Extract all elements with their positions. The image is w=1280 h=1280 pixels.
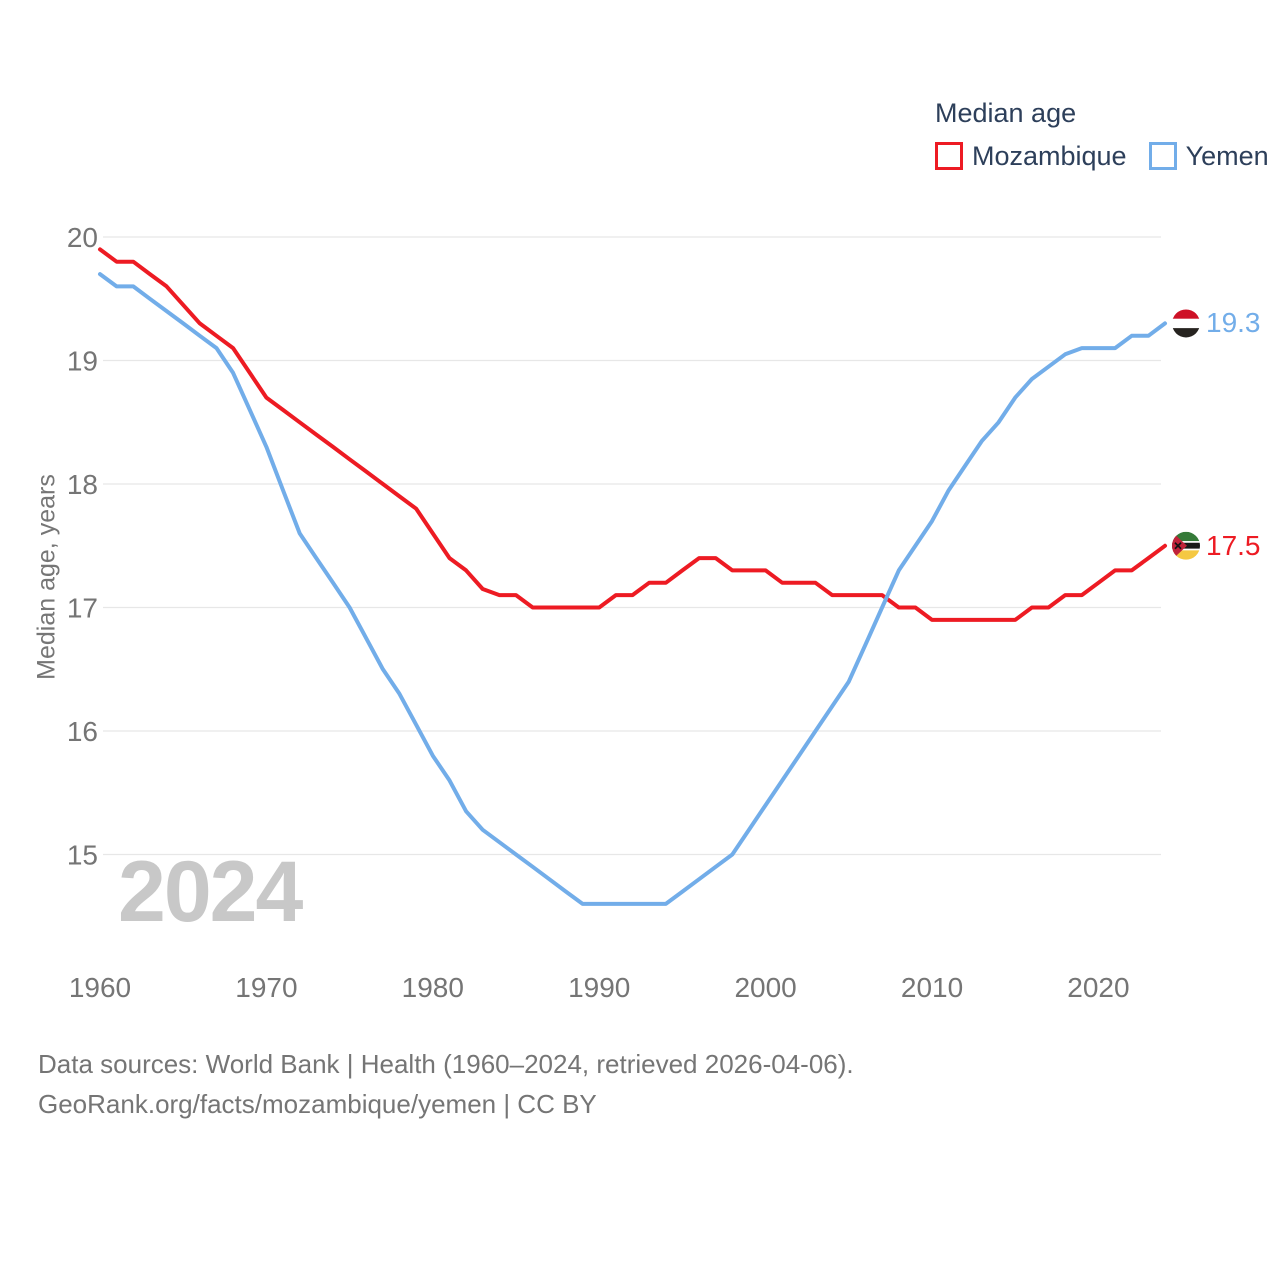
- y-tick-label: 20: [66, 222, 98, 253]
- x-tick-label: 1960: [68, 972, 132, 1003]
- mozambique-swatch-icon: [935, 142, 963, 170]
- y-tick-label: 18: [66, 469, 98, 500]
- legend-label-mozambique: Mozambique: [972, 140, 1127, 171]
- legend-label-yemen: Yemen: [1185, 140, 1269, 171]
- legend: [935, 140, 1280, 172]
- yemen-end-value: 19.3: [1206, 307, 1261, 339]
- footer-attribution: GeoRank.org/facts/mozambique/yemen | CC BY: [38, 1089, 597, 1119]
- x-tick-label: 1980: [401, 972, 464, 1003]
- x-tick-label: 2020: [1067, 972, 1130, 1003]
- y-tick-label: 16: [66, 716, 98, 747]
- x-tick-label: 1970: [235, 972, 298, 1003]
- y-tick-label: 17: [66, 592, 98, 624]
- y-axis-title: Median age, years: [32, 474, 61, 680]
- mozambique-flag-icon: [1172, 532, 1200, 560]
- y-tick-label: 19: [66, 345, 98, 377]
- footer-data-sources: Data sources: World Bank | Health (1960–2024, retrieved 2026-04-06).: [38, 1049, 854, 1079]
- x-tick-label: 1990: [568, 972, 631, 1003]
- legend-item-yemen[interactable]: [1149, 141, 1269, 172]
- yemen-line: [100, 274, 1165, 904]
- x-tick-label: 2000: [734, 972, 797, 1003]
- y-tick-label: 15: [66, 839, 98, 871]
- mozambique-end-value: 17.5: [1206, 529, 1261, 561]
- watermark-year: 2024: [118, 844, 302, 940]
- footer: [38, 1044, 854, 1124]
- legend-item-mozambique[interactable]: [935, 141, 1127, 172]
- legend-title: Median age: [935, 98, 1077, 128]
- yemen-swatch-icon: [1149, 142, 1177, 170]
- x-tick-label: 2010: [900, 972, 964, 1003]
- yemen-flag-icon: [1172, 309, 1200, 337]
